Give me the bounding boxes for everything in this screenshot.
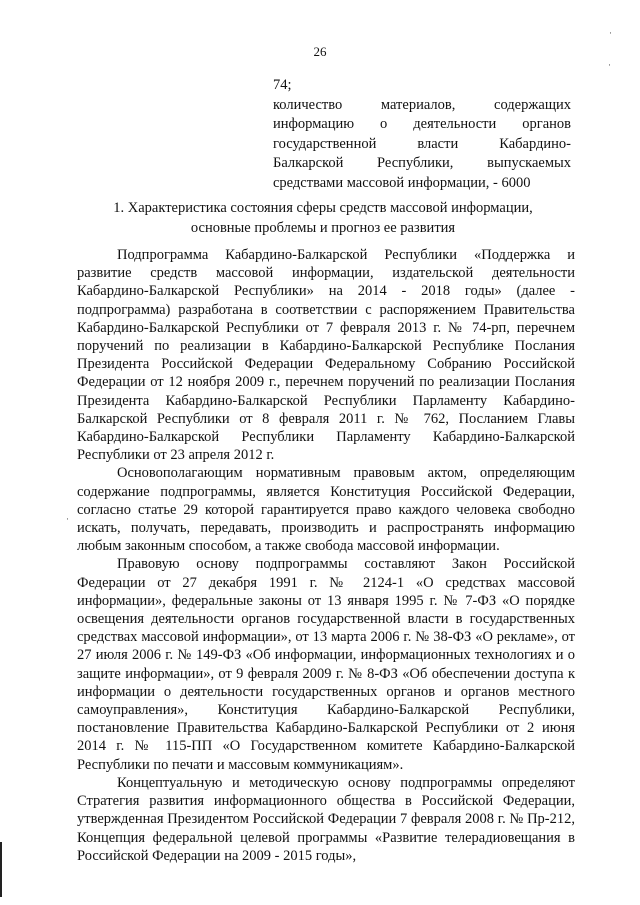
scan-speck: · (609, 28, 612, 38)
paragraph: Концептуальную и методическую основу подпрограммы определяют Стратегия развития информационного общества в Российской Федерации, утвержденная Президентом Российской Федерации 7 февраля 2008 г. № Пр-212, Концепция федеральной целевой программы «Развитие телерадиовещания в Российской Федерации на 2009 - 2015 годы», (77, 774, 575, 864)
text-line: государственной власти Кабардино- (273, 135, 571, 152)
text-line: средствами массовой информации, - 6000 (273, 174, 531, 191)
scan-speck: · (608, 60, 611, 70)
scan-edge-mark (0, 842, 2, 897)
text-line: информацию о деятельности органов (273, 116, 571, 132)
section-heading: 1. Характеристика состояния сферы средств массовой информации, основные проблемы и прогноз ее развития (113, 200, 533, 236)
text-line: Балкарской Республики, выпускаемых (273, 155, 571, 171)
paragraph: Основополагающим нормативным правовым актом, определяющим содержание подпрограммы, является Конституция Российской Федерации, согласно статье 29 которой гарантируется право каждого человека свободно искать, получать, передавать, производить и распространять информацию любым законным способом, а также свобода массовой информации. (77, 465, 575, 555)
page-number: 26 (313, 44, 327, 59)
paragraph: Подпрограмма Кабардино-Балкарской Республики «Поддержка и развитие средств массовой информации, издательской деятельности Кабардино-Балкарской Республики» на 2014 - 2018 годы» (далее - подпрограмма) разработана в соответствии с распоряжением Правительства Кабардино-Балкарской Республики от 7 февраля 2013 г. № 74-рп, перечнем поручений по реализации в Кабардино-Балкарской Республике Послания Президента Российской Федерации Федеральному Собранию Российской Федерации от 12 ноября 2009 г., перечнем поручений по реализации Послания Президента Кабардино-Балкарской Республики Парламенту Кабардино-Балкарской Республики от 8 февраля 2011 г. № 762, Посланием Главы Кабардино-Балкарской Республики Парламенту Кабардино-Балкарской Республики от 23 апреля 2012 г. (77, 247, 575, 464)
text-line: 74; (273, 77, 292, 93)
scan-speck: · (66, 514, 69, 524)
text-line: количество материалов, содержащих (273, 96, 571, 113)
list-item-continuation (273, 76, 571, 193)
document-body (77, 246, 575, 865)
paragraph: Правовую основу подпрограммы составляют Закон Российской Федерации от 27 декабря 1991 г. № 2124-1 «О средствах массовой информации», федеральные законы от 13 января 1995 г. № 7-ФЗ «О порядке освещения деятельности органов государственной власти в государственных средствах массовой информации», от 13 марта 2006 г. № 38-ФЗ «О рекламе», от 27 июля 2006 г. № 149-ФЗ «Об информации, информационных технологиях и о защите информации», от 9 февраля 2009 г. № 8-ФЗ «Об обеспечении доступа к информации о деятельности государственных органов и органов местного самоуправления», Конституция Кабардино-Балкарской Республики, постановление Правительства Кабардино-Балкарской Республики от 2 июня 2014 г. № 115-ПП «О Государственном комитете Кабардино-Балкарской Республики по печати и массовым коммуникациям». (77, 556, 575, 773)
